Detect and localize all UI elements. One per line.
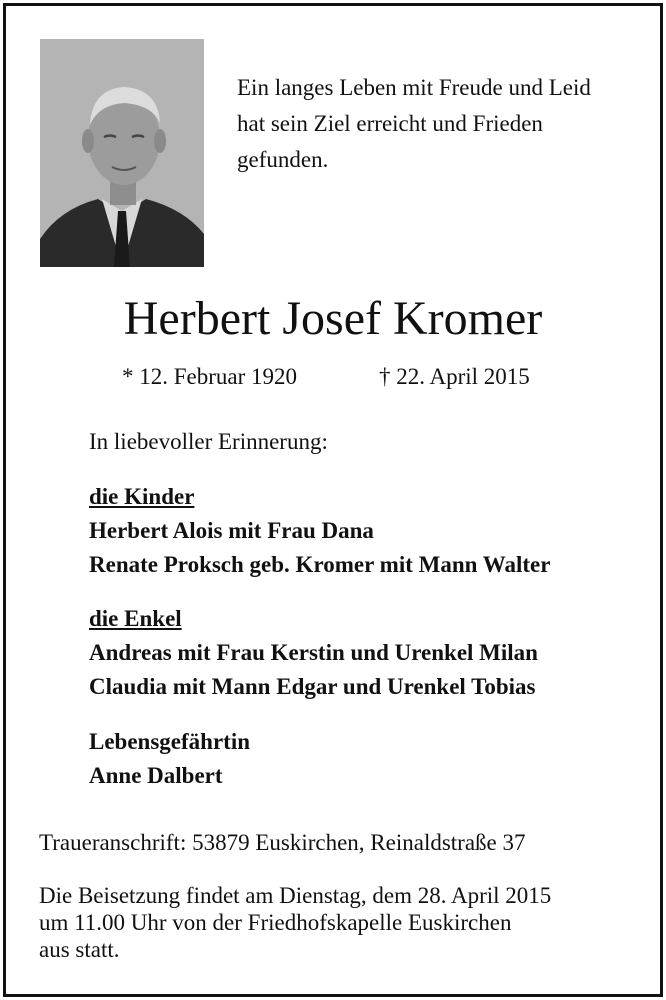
mourning-address: Traueranschrift: 53879 Euskirchen, Reinaldstraße 37 — [39, 830, 526, 855]
motto-verse — [237, 70, 647, 178]
mourner-group-children — [89, 480, 550, 582]
portrait-photo — [40, 39, 204, 267]
motto-line: hat sein Ziel erreicht und Frieden — [237, 111, 543, 136]
birth-date: * 12. Februar 1920 — [122, 364, 298, 389]
remembrance-line: In liebevoller Erinnerung: — [89, 429, 328, 454]
obituary-card — [3, 3, 663, 997]
mourner-entry: Andreas mit Frau Kerstin und Urenkel Milan — [89, 640, 538, 665]
group-heading: die Kinder — [89, 484, 195, 509]
death-date: † 22. April 2015 — [379, 364, 530, 389]
mourner-entry: Anne Dalbert — [89, 763, 223, 788]
mourner-group-partner — [89, 725, 250, 793]
funeral-line: aus statt. — [39, 937, 120, 962]
mourner-entry: Renate Proksch geb. Kromer mit Mann Walter — [89, 552, 551, 577]
motto-line: gefunden. — [237, 147, 329, 172]
portrait-image — [40, 39, 204, 267]
deceased-name: Herbert Josef Kromer — [123, 292, 543, 345]
group-heading: die Enkel — [89, 606, 182, 631]
funeral-notice — [39, 882, 551, 963]
funeral-line: Die Beisetzung findet am Dienstag, dem 28. April 2015 — [39, 883, 552, 908]
funeral-line: um 11.00 Uhr von der Friedhofskapelle Euskirchen — [39, 910, 512, 935]
motto-line: Ein langes Leben mit Freude und Leid — [237, 75, 591, 100]
group-heading: Lebensgefährtin — [89, 729, 250, 754]
mourner-entry: Herbert Alois mit Frau Dana — [89, 518, 374, 543]
mourner-group-grandchildren — [89, 602, 538, 704]
mourner-entry: Claudia mit Mann Edgar und Urenkel Tobias — [89, 674, 536, 699]
